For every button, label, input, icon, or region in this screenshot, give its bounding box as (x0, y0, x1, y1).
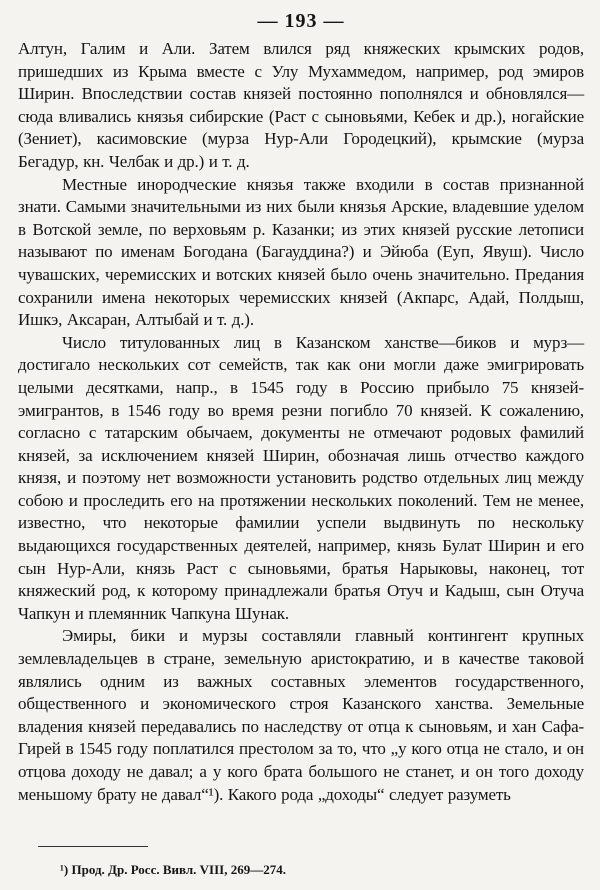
footnote-divider (38, 846, 148, 847)
paragraph-1: Алтун, Галим и Али. Затем влился ряд княжеских крымских родов, пришедших из Крыма вместе с Улу Мухаммедом, например, род эмиров Ширин. Впоследствии состав князей постоянно пополнялся и обновлялся—сюда вливались князья сибирские (Раст с сыновьями, Кебек и др.), ногайские (Зениет), касимовские (мурза Нур-Али Городецкий), крымские (мурза Бегадур, кн. Челбак и др.) и т. д. (18, 39, 584, 171)
paragraph-4: Эмиры, бики и мурзы составляли главный контингент крупных землевладельцев в стране, земельную аристократию, и в качестве таковой являлись одним из важных составных элементов государственного, общественного и экономического строя Казанского ханства. Земельные владения князей передавались по наследству от отца к сыновьям, и хан Сафа-Гирей в 1545 году поплатился престолом за то, что „у кого отца не стало, и он отцова доходу не давал; а у кого брата большого не станет, и он того доходу меньшому брату не давал“¹). Какого рода „доходы“ следует разуметь (18, 626, 584, 804)
page-number: — 193 — (257, 10, 345, 32)
paragraph-3: Число титулованных лиц в Казанском ханстве—биков и мурз—достигало нескольких сот семейств, так как они могли даже эмигрировать целыми десятками, напр., в 1545 году в Россию прибыло 75 князей-эмигрантов, в 1546 году во время резни погибло 70 князей. К сожалению, согласно с татарским обычаем, документы не отмечают родовых фамилий князей, за исключением князей Ширин, обозначая лишь отчество каждого князя, и поэтому нет возможности установить родство отдельных лиц между собою и проследить его на протяжении нескольких поколений. Тем не менее, известно, что некоторые фамилии успели выдвинуть по нескольку выдающихся государственных деятелей, например, князь Булат Ширин и его сын Нур-Али, князь Раст с сыновьями, братья Нарыковы, наконец, тот княжеский род, к которому принадлежали братья Отуч и Кадыш, сын Отуча Чапкун и племянник Чапкуна Шунак. (18, 332, 584, 623)
paragraph-2: Местные инородческие князья также входили в состав признанной знати. Самыми значительными из них были князья Арские, владевшие уделом в Вотской земле, по верховьям р. Казанки; из этих князей русские летописи называют по именам Богодана (Багауддина?) и Эйюба (Еуп, Явуш). Число чувашских, черемисских и вотских князей было очень значительно. Предания сохранили имена некоторых черемисских князей (Акпарс, Адай, Полдыш, Ишкэ, Аксаран, Алтыбай и т. д.). (18, 174, 584, 330)
footnote: ¹) Прод. Др. Росс. Вивл. VIII, 269—274. (60, 862, 286, 877)
